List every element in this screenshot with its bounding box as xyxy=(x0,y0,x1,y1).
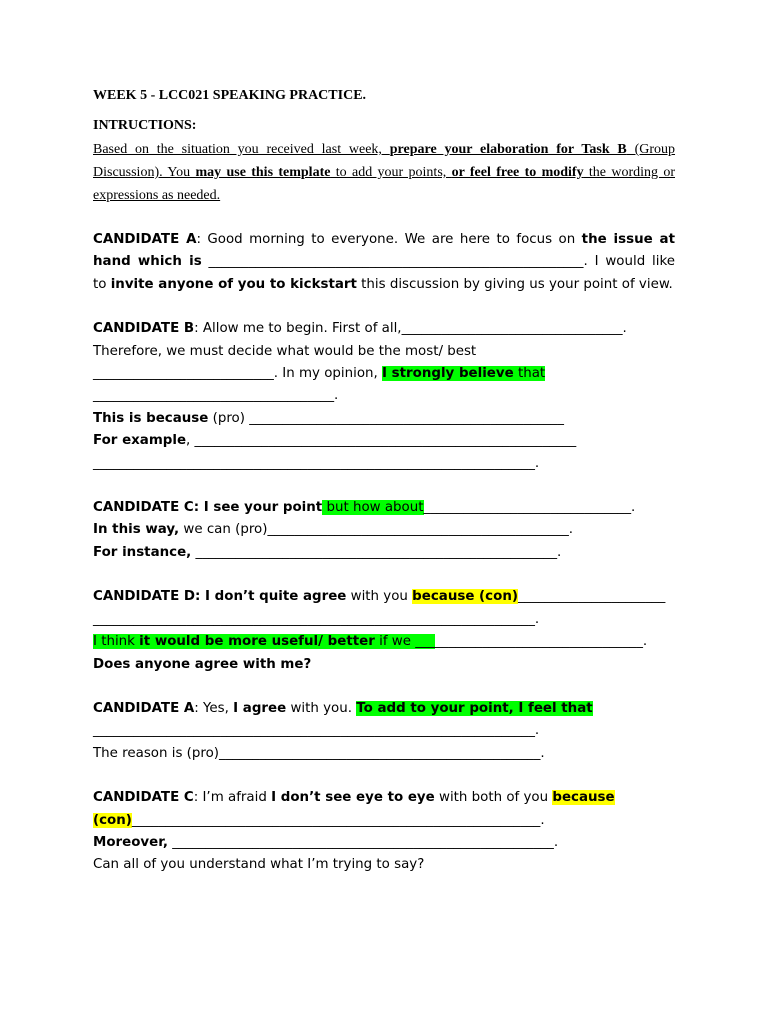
instructions-bold: prepare your elaboration for Task B xyxy=(389,142,627,157)
dialogue-bold: In this way, xyxy=(93,522,180,538)
blank-line: __________________________________________________________________. xyxy=(93,723,540,739)
highlight-green: I strongly believe xyxy=(382,366,514,382)
page-title: WEEK 5 - LCC021 SPEAKING PRACTICE. xyxy=(93,88,367,103)
dialogue-bold: the issue at hand which is xyxy=(93,232,675,270)
candidate-c-reply-block xyxy=(93,787,675,877)
dialogue-text: (pro) _______________________________________________ xyxy=(208,410,564,426)
highlight-green: I think xyxy=(93,634,140,650)
dialogue-line: Can all of you understand what I’m trying to say? xyxy=(93,857,425,873)
dialogue-bold: This is because xyxy=(93,410,209,426)
dialogue-text: ______________________ xyxy=(517,589,666,605)
highlight-green: To add to your point, I feel that xyxy=(356,700,593,716)
instructions-part: the wording or expressions as needed. xyxy=(93,165,675,203)
dialogue-text: _______________________________. xyxy=(423,500,636,516)
dialogue-bold: For instance, xyxy=(93,544,192,560)
dialogue-text: _______________________________. xyxy=(435,634,648,650)
blank-line: ____________________________________. xyxy=(93,388,339,404)
dialogue-text: : Allow me to begin. First of all,_________________________________. xyxy=(194,321,627,337)
dialogue-line: Does anyone agree with me? xyxy=(93,656,312,672)
dialogue-bold: invite anyone of you to kickstart xyxy=(110,276,357,292)
candidate-a-intro xyxy=(93,229,675,296)
dialogue-text: ________________________________________________________. I would like to xyxy=(93,254,675,292)
dialogue-text: : Yes, xyxy=(194,700,234,716)
dialogue-bold: I don’t see eye to eye xyxy=(271,790,435,806)
highlight-yellow: because (con) xyxy=(412,589,518,605)
dialogue-text: , _________________________________________________________ xyxy=(186,433,577,449)
dialogue-text: _________________________________________________________. xyxy=(167,834,559,850)
instructions-part: Based on the situation you received last week, xyxy=(93,142,390,157)
dialogue-bold: I agree xyxy=(233,700,287,716)
dialogue-text: ______________________________________________________. xyxy=(191,544,562,560)
dialogue-text: with you. xyxy=(286,700,357,716)
speaker-label: CANDIDATE D xyxy=(93,589,195,605)
dialogue-text: : I’m afraid xyxy=(193,790,272,806)
speaker-label: CANDIDATE C xyxy=(93,500,194,516)
instructions-part: (Group Discussion). You xyxy=(93,142,676,180)
dialogue-text: : Good morning to everyone. We are here to focus on xyxy=(196,232,582,247)
dialogue-text: we can (pro)_____________________________________________. xyxy=(179,522,574,538)
candidate-a-reply-block xyxy=(93,698,675,765)
highlight-yellow: because xyxy=(552,790,615,806)
speaker-label: CANDIDATE A xyxy=(93,700,195,716)
dialogue-line: Therefore, we must decide what would be the most/ best xyxy=(93,343,477,359)
instructions-bold: or feel free to modify xyxy=(451,165,584,180)
highlight-green: it would be more useful/ better xyxy=(139,634,375,650)
speaker-label: CANDIDATE A xyxy=(93,232,197,247)
blank-line: __________________________________________________________________. xyxy=(93,455,540,471)
dialogue-text: ___________________________. In my opinion, xyxy=(93,366,383,382)
dialogue-text: this discussion by giving us your point of view. xyxy=(356,276,673,292)
dialogue-line: The reason is (pro)________________________________________________. xyxy=(93,745,545,761)
instructions-part: to add your points, xyxy=(330,165,452,180)
dialogue-text: with both of you xyxy=(434,790,553,806)
dialogue-bold: : I don’t quite agree xyxy=(195,589,347,605)
document-page xyxy=(93,86,675,877)
instructions-heading: INTRUCTIONS: xyxy=(93,118,197,133)
candidate-c-block xyxy=(93,497,675,564)
dialogue-bold: Moreover, xyxy=(93,834,168,850)
dialogue-bold: For example xyxy=(93,433,187,449)
dialogue-text: _____________________________________________________________. xyxy=(131,812,545,828)
instructions-text xyxy=(93,138,675,207)
highlight-green: if we xyxy=(374,634,416,650)
candidate-d-block xyxy=(93,586,675,676)
speaker-label: CANDIDATE B xyxy=(93,321,195,337)
dialogue-bold: : I see your point xyxy=(193,500,323,516)
highlight-green: ___ xyxy=(415,634,436,650)
dialogue-text: with you xyxy=(346,589,413,605)
candidate-b-block xyxy=(93,318,675,475)
highlight-yellow: (con) xyxy=(93,812,132,828)
blank-line: __________________________________________________________________. xyxy=(93,611,540,627)
highlight-green: that xyxy=(513,366,546,382)
speaker-label: CANDIDATE C xyxy=(93,790,194,806)
instructions-bold: may use this template xyxy=(195,165,331,180)
highlight-green: but how about xyxy=(322,500,424,516)
